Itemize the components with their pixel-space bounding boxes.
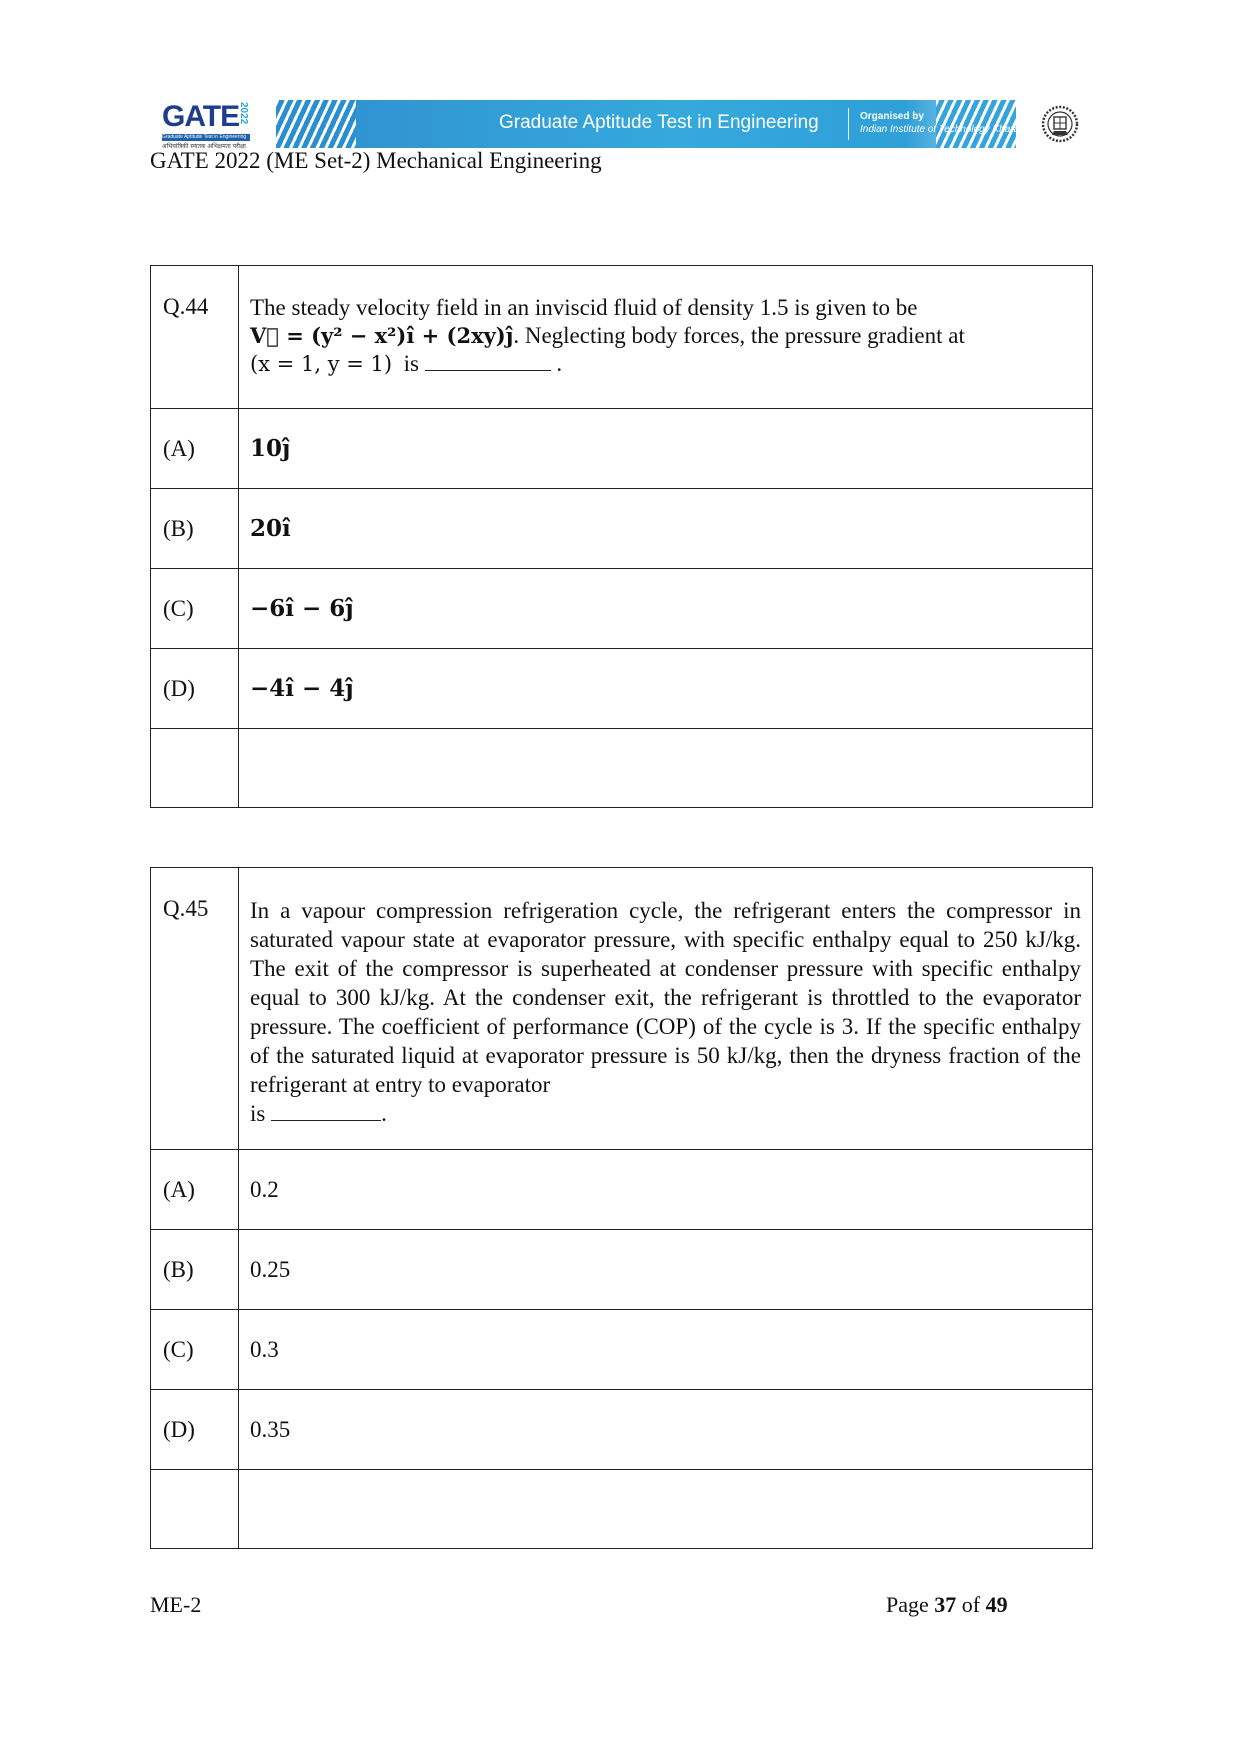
page-of: of: [961, 1592, 981, 1617]
question-stem: [239, 266, 1093, 409]
footer-paper-code: ME-2: [150, 1592, 202, 1617]
stem-line-1: The steady velocity field in an inviscid fluid of density 1.5 is given to be: [250, 295, 918, 320]
stem-line-3-text: is: [403, 351, 419, 376]
option-text: −6î − 6ĵ: [239, 569, 1093, 649]
option-label: (D): [151, 649, 239, 729]
organiser-block: [860, 111, 1039, 137]
stem-tail: [250, 1099, 1081, 1128]
option-row-c: [151, 569, 1093, 649]
option-label: (A): [151, 1150, 239, 1230]
stem-line-2-text: . Neglecting body forces, the pressure gradient at: [513, 323, 965, 348]
stem-line-2: [250, 322, 1081, 350]
option-label: (B): [151, 489, 239, 569]
question-stem: [239, 868, 1093, 1150]
option-row-a: [151, 1150, 1093, 1230]
question-number: Q.45: [151, 868, 239, 1150]
logo-subtitle: Graduate Aptitude Test in Engineering: [162, 134, 250, 141]
gate-logo: [160, 100, 254, 150]
stem-line-3: [250, 350, 1081, 378]
banner-title: Graduate Aptitude Test in Engineering: [499, 112, 819, 133]
stem-body: In a vapour compression refrigeration cycle, the refrigerant enters the compressor in saturated vapour state at evaporator pressure, with specific enthalpy equal to 250 kJ/kg. The exit of the compressor is superheated at condenser pressure with specific enthalpy equal to 300 kJ/kg. At the condenser exit, the refrigerant is throttled to the evaporator pressure. The coefficient of performance (COP) of the cycle is 3. If the specific enthalpy of the saturated liquid at evaporator pressure is 50 kJ/kg, then the dryness fraction of the refrigerant at entry to evaporator: [250, 898, 1081, 1097]
empty-cell: [151, 729, 239, 808]
option-text: −4î − 4ĵ: [239, 649, 1093, 729]
option-row-c: [151, 1310, 1093, 1390]
option-text: 0.35: [239, 1390, 1093, 1470]
empty-cell: [239, 729, 1093, 808]
option-text: 0.2: [239, 1150, 1093, 1230]
option-row-b: [151, 1230, 1093, 1310]
point-coordinates: (x = 1, y = 1): [250, 352, 393, 376]
header-banner: [276, 100, 1040, 148]
iit-emblem-icon: [1040, 104, 1080, 144]
page-prefix: Page: [886, 1592, 929, 1617]
logo-year: 2022: [238, 102, 249, 125]
page-total: 49: [985, 1592, 1008, 1617]
option-row-d: [151, 649, 1093, 729]
question-table-45: [150, 867, 1093, 1549]
option-row-a: [151, 409, 1093, 489]
banner-divider: [848, 108, 849, 140]
page-current: 37: [934, 1592, 957, 1617]
logo-hindi-text: अभियांत्रिकी स्नातक अभिक्षमता परीक्षा: [162, 143, 246, 150]
empty-cell: [239, 1470, 1093, 1549]
page-header: [160, 100, 1080, 152]
empty-row: [151, 729, 1093, 808]
option-label: (C): [151, 1310, 239, 1390]
banner-stripes-left: [276, 100, 356, 148]
answer-blank: [271, 1100, 381, 1121]
question-number: Q.44: [151, 266, 239, 409]
stem-line-3-end: .: [556, 351, 563, 376]
option-text: 0.25: [239, 1230, 1093, 1310]
option-label: (C): [151, 569, 239, 649]
velocity-field-equation: V⃗ = (y² − x²)î + (2xy)ĵ: [250, 323, 514, 348]
option-text: 20î: [239, 489, 1093, 569]
stem-tail-text: is: [250, 1101, 266, 1126]
option-label: (D): [151, 1390, 239, 1470]
logo-text: GATE: [162, 100, 240, 133]
option-row-d: [151, 1390, 1093, 1470]
empty-row: [151, 1470, 1093, 1549]
answer-blank: [425, 350, 551, 371]
option-text: 10ĵ: [239, 409, 1093, 489]
option-text: 0.3: [239, 1310, 1093, 1390]
option-label: (B): [151, 1230, 239, 1310]
stem-end: .: [381, 1101, 387, 1126]
footer-page-number: [886, 1592, 1008, 1618]
question-table-44: [150, 265, 1093, 808]
question-stem-row: [151, 868, 1093, 1150]
document-subtitle: GATE 2022 (ME Set-2) Mechanical Engineering: [150, 148, 602, 173]
organised-by-label: Organised by: [860, 111, 924, 122]
option-row-b: [151, 489, 1093, 569]
question-stem-row: [151, 266, 1093, 409]
option-label: (A): [151, 409, 239, 489]
organiser-name: Indian Institute of Technology Kharagpur: [860, 124, 1040, 135]
empty-cell: [151, 1470, 239, 1549]
